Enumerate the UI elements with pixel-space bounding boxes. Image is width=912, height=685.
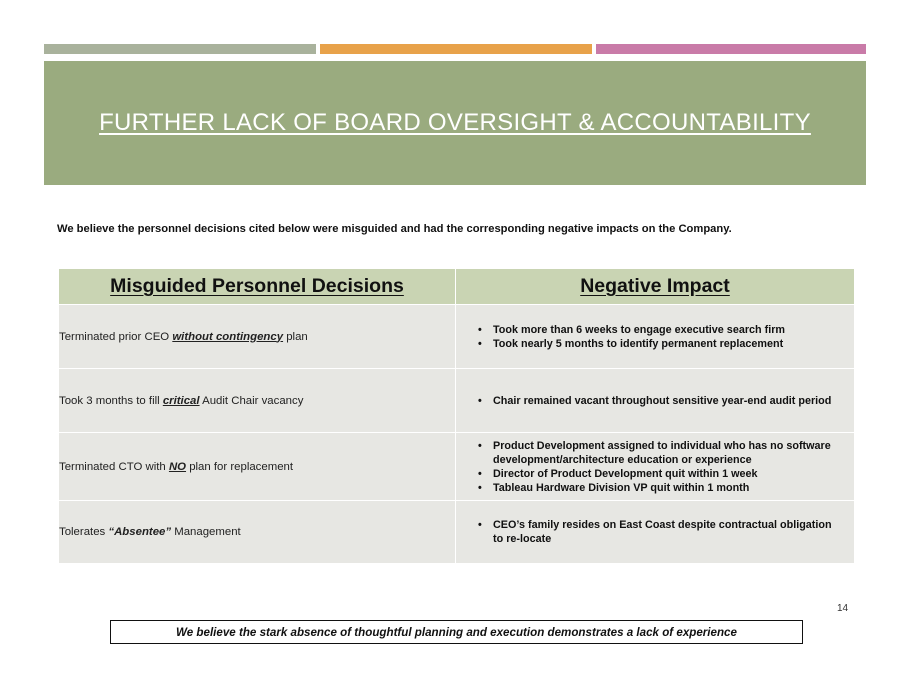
accent-bar-green (44, 44, 316, 54)
header-impact: Negative Impact (456, 269, 855, 305)
impact-bullet: • Director of Product Development quit within 1 week (478, 467, 840, 481)
decision-emphasis: NO (168, 460, 187, 473)
impact-cell (456, 305, 855, 369)
impact-bullet: • Took more than 6 weeks to engage executive search firm (478, 323, 840, 337)
table-row (59, 305, 855, 369)
accent-bar-orange (320, 44, 592, 54)
decision-text: Tolerates (59, 526, 109, 538)
decision-text: plan (283, 330, 308, 343)
table-header-row (59, 269, 855, 305)
table-row (59, 433, 855, 501)
decision-text: plan for replacement (186, 460, 294, 473)
title-band (44, 61, 866, 185)
decision-text: Management (171, 526, 241, 538)
decision-text: Took 3 months to fill (59, 394, 163, 407)
decisions-table (58, 268, 855, 564)
table-row (59, 501, 855, 564)
impact-bullet: • Chair remained vacant throughout sensitive year-end audit period (478, 394, 840, 408)
impact-bullet: • CEO’s family resides on East Coast despite contractual obligation to re-locate (478, 518, 840, 546)
impact-bullet: • Took nearly 5 months to identify permanent replacement (478, 337, 840, 351)
intro-statement: We believe the personnel decisions cited below were misguided and had the corresponding negative impacts on the Company. (57, 223, 732, 235)
decision-emphasis: critical (162, 394, 200, 407)
impact-cell (456, 501, 855, 564)
table-row (59, 369, 855, 433)
decision-cell (59, 433, 456, 501)
decision-emphasis: without contingency (172, 330, 284, 343)
decision-text: Terminated CTO with (59, 460, 169, 473)
decision-cell (59, 501, 456, 564)
page-number: 14 (837, 603, 849, 614)
decision-cell (59, 305, 456, 369)
impact-cell (456, 433, 855, 501)
slide-title: FURTHER LACK OF BOARD OVERSIGHT & ACCOUNTABILITY (99, 109, 811, 136)
decision-text: Terminated prior CEO (59, 330, 173, 343)
decision-emphasis: “Absentee” (108, 526, 172, 538)
header-decisions: Misguided Personnel Decisions (59, 269, 456, 305)
accent-bar-pink (596, 44, 866, 54)
impact-cell (456, 369, 855, 433)
footer-statement: We believe the stark absence of thoughtful planning and execution demonstrates a lack of experience (110, 620, 803, 644)
decision-text: Audit Chair vacancy (199, 394, 304, 407)
impact-bullet: • Product Development assigned to individual who has no software development/architecture education or experience (478, 439, 840, 467)
impact-bullet: • Tableau Hardware Division VP quit within 1 month (478, 481, 840, 495)
decision-cell (59, 369, 456, 433)
